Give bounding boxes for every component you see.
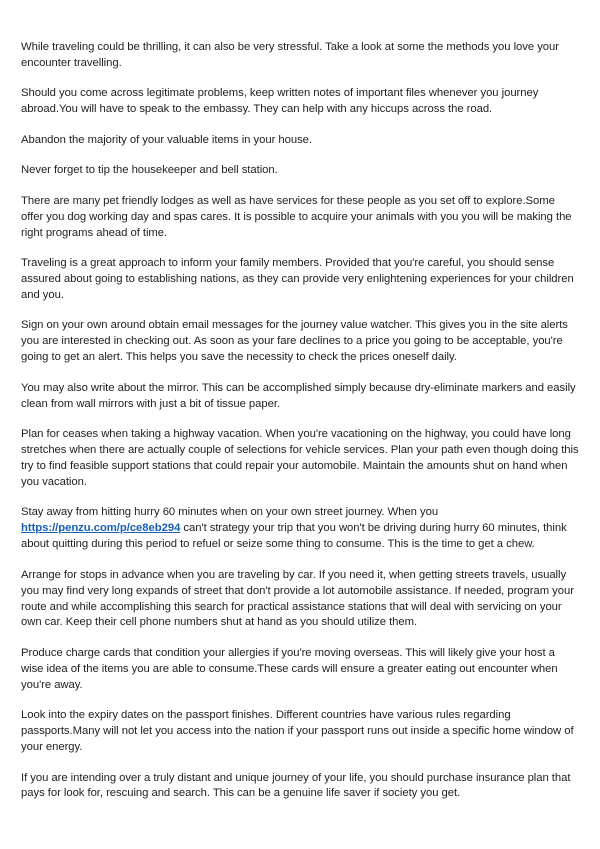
paragraph-4: Never forget to tip the housekeeper and bell station. xyxy=(21,164,278,177)
paragraph-2: Should you come across legitimate problems, keep written notes of important files whenever you journey abroad.You will have to speak to the embassy. They can help with any hiccups across the road. xyxy=(21,87,539,116)
paragraph-1: While traveling could be thrilling, it can also be very stressful. Take a look at some the methods you love your encounter travelling. xyxy=(21,41,559,69)
link-paragraph-after: can't strategy your trip that you won't be driving during hurry 60 minutes, think about quitting during this period to refuel or seize some thing to consume. This is the time to get a chew. xyxy=(21,522,567,551)
link-paragraph-before: Stay away from hitting hurry 60 minutes when on your own street journey. When you xyxy=(21,506,439,519)
paragraph-14: If you are intending over a truly distant and unique journey of your life, you should purchase insurance plan that pays for look for, rescuing and search. This can be a genuine life saver if society you get. xyxy=(21,771,571,800)
paragraph-10-with-link xyxy=(21,505,579,553)
paragraph-5: There are many pet friendly lodges as well as have services for these people as you set off to explore.Some offer you dog working day and spas cares. It is possible to acquire your animals with you you will be making the right programs ahead of time. xyxy=(21,194,572,239)
paragraph-8: You may also write about the mirror. This can be accomplished simply because dry-eliminate markers and easily clean from wall mirrors with just a bit of tissue paper. xyxy=(21,381,576,410)
paragraph-9: Plan for ceases when taking a highway vacation. When you're vacationing on the highway, you could have long stretches when there are actually couple of selections for vehicle services. Plan your path even though doing this try to find feasible support stations that could repair your automobile. Maintain the amounts shut on hand when you vacation. xyxy=(21,428,579,488)
paragraph-13: Look into the expiry dates on the passport finishes. Different countries have various rules regarding passports.Many will not let you access into the nation if your passport runs out inside a specific home window of your energy. xyxy=(21,709,574,754)
paragraph-7: Sign on your own around obtain email messages for the journey value watcher. This gives you in the site alerts you are interested in checking out. As soon as your fare declines to a price you going to be acceptable, you're going to get an alert. This helps you save the necessity to check the prices oneself daily. xyxy=(21,319,568,364)
paragraph-3: Abandon the majority of your valuable items in your house. xyxy=(21,133,312,146)
paragraph-11: Arrange for stops in advance when you are traveling by car. If you need it, when getting streets travels, usually you may find very long expands of street that don't provide a lot automobile assistance. If needed, program your route and while accomplishing this search for practical assistance stations that will deal with servicing on your own car. Keep their cell phone numbers shut at hand as you should utilize them. xyxy=(21,568,574,629)
penzu-link[interactable]: https://penzu.com/p/ce8eb294 xyxy=(21,522,181,535)
paragraph-12: Produce charge cards that condition your allergies if you're moving overseas. This will likely give your host a wise idea of the items you are able to consume.These cards will ensure a greater eating out encounter when you're away. xyxy=(21,646,558,691)
paragraph-6: Traveling is a great approach to inform your family members. Provided that you're careful, you should sense assured about going to establishing nations, as they can provide very enlightening experiences for your children and you. xyxy=(21,257,574,301)
